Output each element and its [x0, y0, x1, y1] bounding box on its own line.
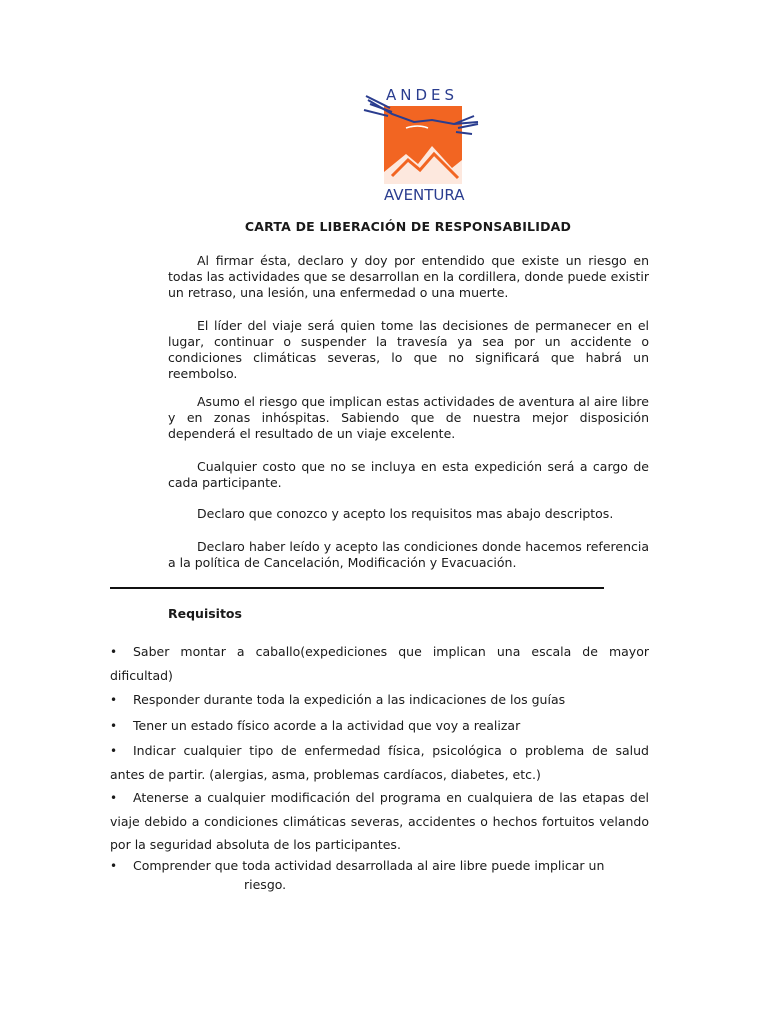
list-item [110, 739, 649, 786]
list-item [110, 688, 649, 712]
list-item [110, 640, 649, 687]
bullet-icon: • [110, 693, 118, 707]
paragraph-leader: El líder del viaje será quien tome las decisiones de permanecer en el lugar, continuar o suspender la travesía ya sea por un accidente o condiciones climáticas severas, lo que no significará que habrá un reembolso. [168, 318, 649, 381]
logo-top-text: ANDES [386, 86, 459, 104]
bullet-icon: • [110, 744, 118, 758]
requirement-continuation: riesgo. [244, 877, 287, 892]
requirement-text: Indicar cualquier tipo de enfermedad física, psicológica o problema de salud antes de partir. (alergias, asma, problemas cardíacos, diabetes, etc.) [110, 743, 649, 782]
logo-bottom-text: AVENTURA [384, 186, 465, 204]
document-title: CARTA DE LIBERACIÓN DE RESPONSABILIDAD [244, 219, 572, 234]
condor-mountain-icon [362, 94, 482, 190]
list-item [110, 786, 649, 856]
requirement-text: Comprender que toda actividad desarrollada al aire libre puede implicar un [133, 858, 605, 873]
company-logo [362, 86, 482, 210]
list-item [110, 854, 649, 878]
paragraph-requirements: Declaro que conozco y acepto los requisitos mas abajo descriptos. [197, 506, 614, 521]
requirements-heading: Requisitos [168, 606, 242, 621]
paragraph-costs: Cualquier costo que no se incluya en esta expedición será a cargo de cada participante. [168, 459, 649, 490]
paragraph-assume-risk: Asumo el riesgo que implican estas actividades de aventura al aire libre y en zonas inhóspitas. Sabiendo que de nuestra mejor disposición dependerá el resultado de un viaje excelente. [168, 394, 649, 441]
requirement-text: Responder durante toda la expedición a las indicaciones de los guías [133, 692, 566, 707]
bullet-icon: • [110, 791, 118, 805]
paragraph-risk: Al firmar ésta, declaro y doy por entendido que existe un riesgo en todas las actividades que se desarrollan en la cordillera, donde puede existir un retraso, una lesión, una enfermedad o una muerte. [168, 253, 649, 300]
paragraph-conditions: Declaro haber leído y acepto las condiciones donde hacemos referencia a la política de Cancelación, Modificación y Evacuación. [168, 539, 649, 570]
bullet-icon: • [110, 719, 118, 733]
requirement-text: Tener un estado físico acorde a la actividad que voy a realizar [133, 718, 521, 733]
divider [110, 587, 604, 589]
requirement-text: Saber montar a caballo(expediciones que implican una escala de mayor dificultad) [110, 644, 649, 683]
list-item [110, 714, 649, 738]
bullet-icon: • [110, 859, 118, 873]
requirement-text: Atenerse a cualquier modificación del programa en cualquiera de las etapas del viaje debido a condiciones climáticas severas, accidentes o hechos fortuitos velando por la seguridad absoluta de los participantes. [110, 790, 649, 852]
bullet-icon: • [110, 645, 118, 659]
